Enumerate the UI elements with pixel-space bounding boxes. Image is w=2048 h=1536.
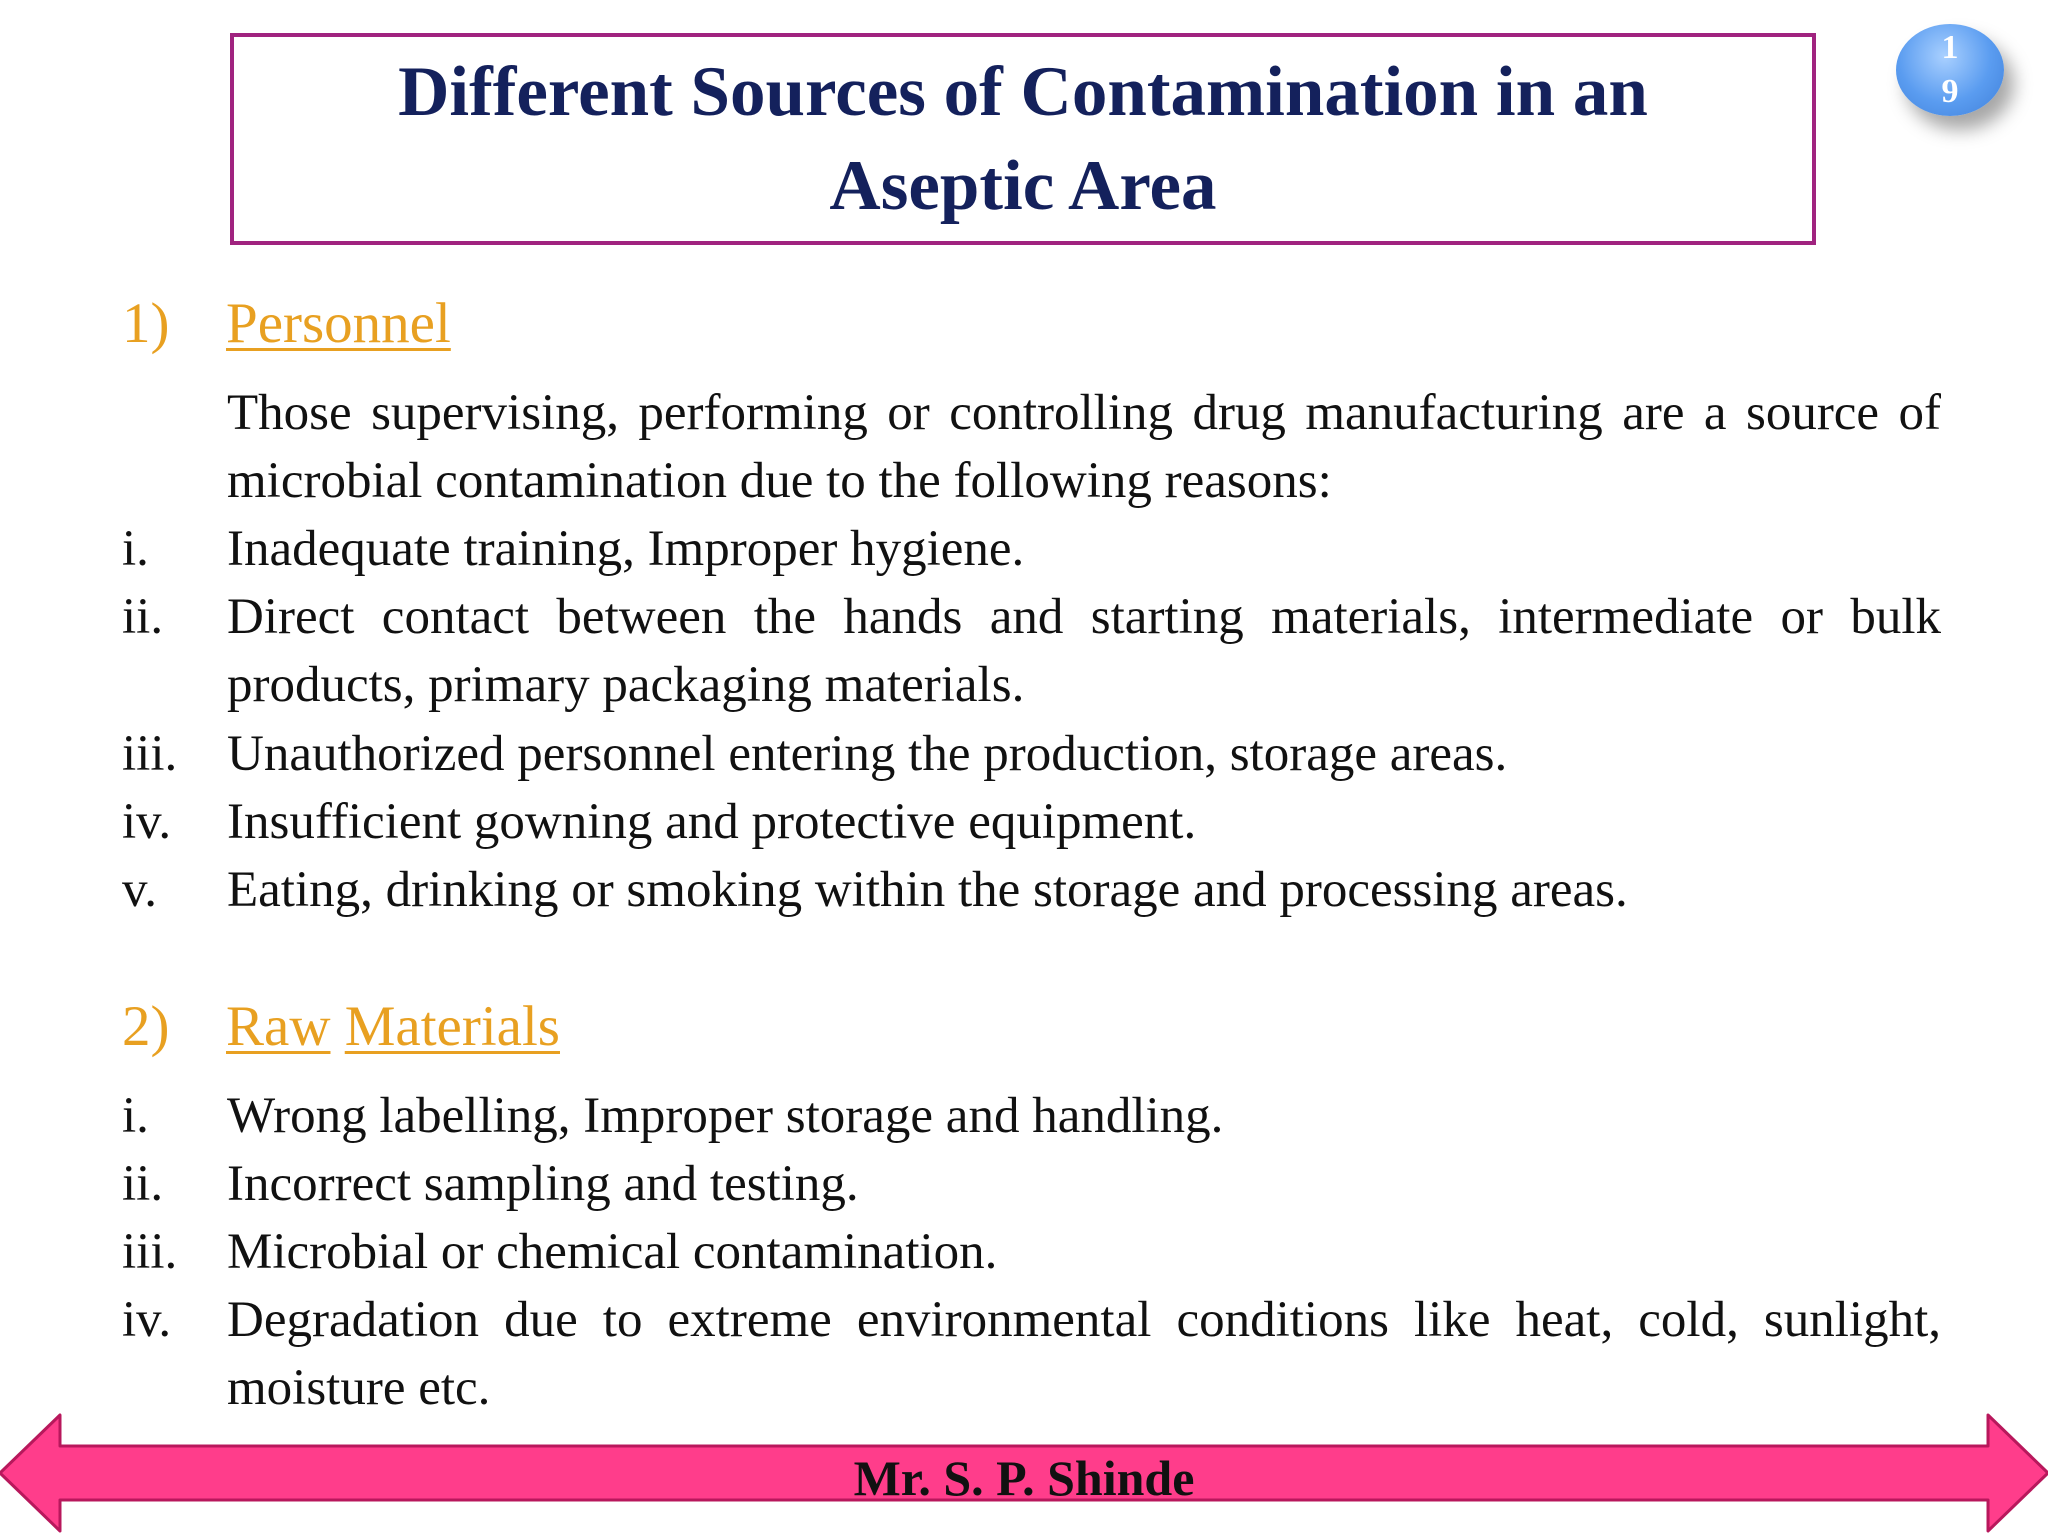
list-item [122, 1082, 1941, 1150]
list-item [122, 856, 1941, 924]
slide-title-box [230, 33, 1816, 245]
list-item-marker: ii. [122, 589, 164, 645]
section-number: 1) [122, 292, 170, 355]
list-item-marker: iv. [122, 794, 172, 850]
list-item [122, 1218, 1941, 1286]
list-item-text: Insufficient gowning and protective equipment. [227, 794, 1197, 850]
list-item [122, 788, 1941, 856]
list-item-marker: v. [122, 862, 157, 918]
list-item-text: Wrong labelling, Improper storage and handling. [227, 1088, 1224, 1144]
list-item [122, 515, 1941, 583]
list-item-marker: iii. [122, 726, 178, 782]
list-item-marker: i. [122, 521, 149, 577]
list-item-text: Incorrect sampling and testing. [227, 1156, 859, 1212]
personnel-intro-paragraph: Those supervising, performing or controlling drug manufacturing are a source of microbial contamination due to the following reasons: [227, 385, 1941, 509]
list-item-text: Microbial or chemical contamination. [227, 1224, 998, 1280]
list-item-marker: i. [122, 1088, 149, 1144]
list-item-text: Inadequate training, Improper hygiene. [227, 521, 1025, 577]
slide-title-line-2: Aseptic Area [829, 147, 1217, 225]
list-item [122, 720, 1941, 788]
list-item-marker: ii. [122, 1156, 164, 1212]
page-number-badge [1896, 24, 2004, 116]
slide-title-line-1: Different Sources of Contamination in an [398, 53, 1648, 131]
section-heading-personnel [122, 290, 451, 358]
list-item-marker: iv. [122, 1292, 172, 1348]
list-item [122, 583, 1941, 719]
footer-banner [0, 1410, 2048, 1536]
list-item-marker: iii. [122, 1224, 178, 1280]
section-number: 2) [122, 995, 170, 1058]
page-number-digit-2: 9 [1941, 73, 1959, 110]
list-item [122, 1150, 1941, 1218]
page-number-digit-1: 1 [1941, 29, 1959, 66]
footer-author: Mr. S. P. Shinde [853, 1450, 1195, 1506]
list-item [122, 1286, 1941, 1422]
section-heading-raw-materials [122, 993, 560, 1061]
section-label-word-1: Raw [226, 995, 331, 1058]
section-label: Personnel [226, 292, 451, 355]
list-item-text: Direct contact between the hands and starting materials, intermediate or bulk products, primary packaging materials. [227, 589, 1941, 713]
list-item-text: Unauthorized personnel entering the production, storage areas. [227, 726, 1508, 782]
list-item-text: Eating, drinking or smoking within the storage and processing areas. [227, 862, 1628, 918]
section-label-word-2: Materials [344, 995, 560, 1058]
list-item-text: Degradation due to extreme environmental conditions like heat, cold, sunlight, moisture etc. [227, 1292, 1941, 1416]
